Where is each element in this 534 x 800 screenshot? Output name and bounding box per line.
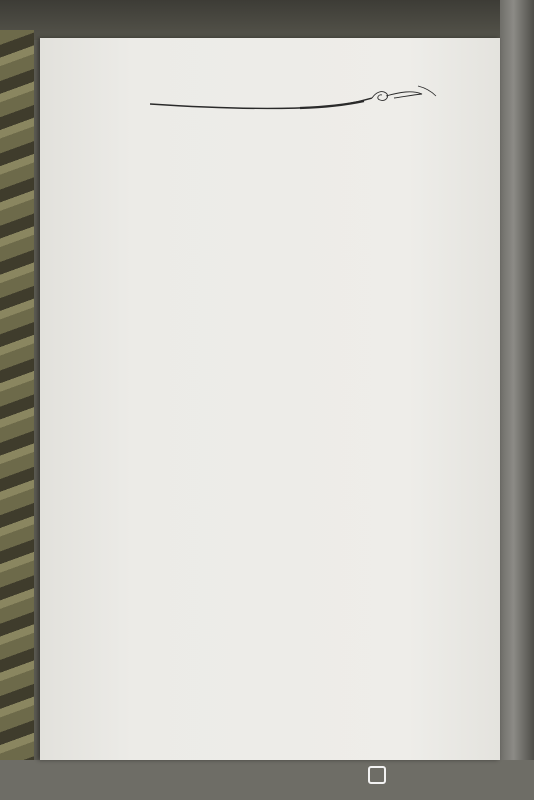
background-left <box>0 30 34 800</box>
book-page <box>40 38 500 760</box>
background-bottom <box>0 760 534 800</box>
flourish-ornament <box>150 80 450 120</box>
book-cover-edge <box>500 0 534 800</box>
labirint-logo-icon <box>368 766 386 784</box>
background-top <box>0 0 534 40</box>
